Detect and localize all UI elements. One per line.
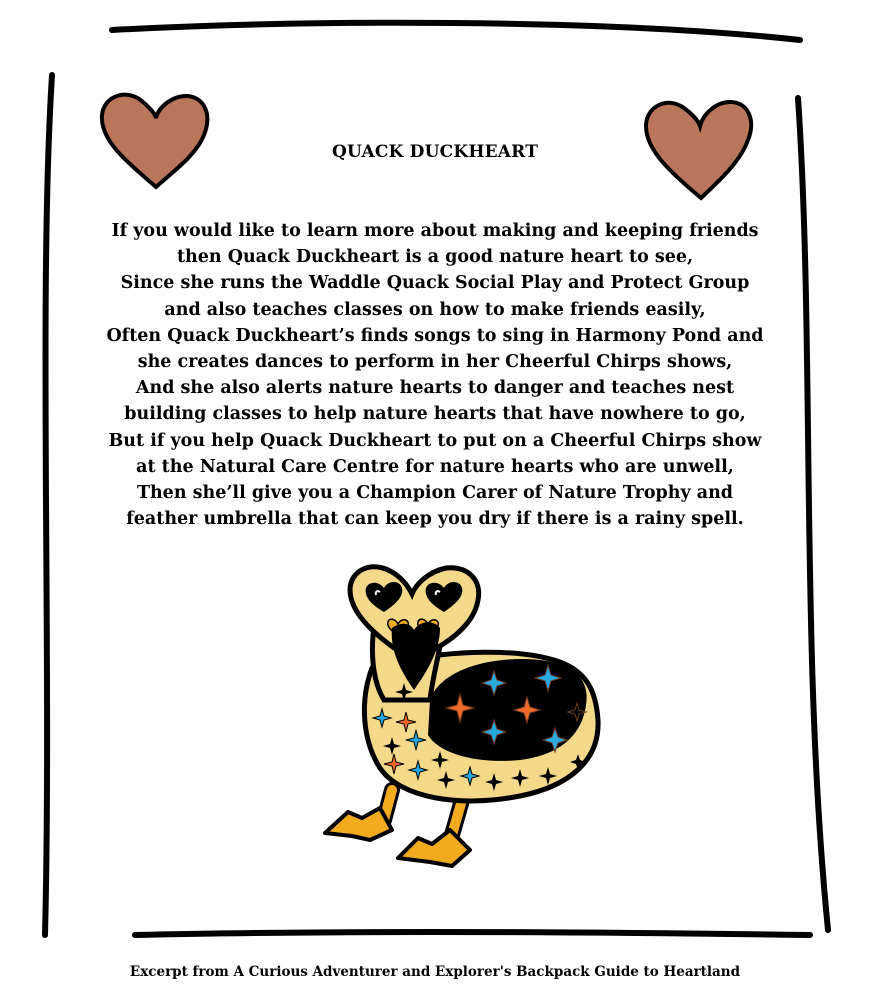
heart-left-icon (102, 95, 207, 187)
poem-line: And she also alerts nature hearts to danger and teaches nest (135, 378, 735, 399)
poem-line: she creates dances to perform in her Cheerful Chirps shows, (137, 351, 733, 372)
poem-line: and also teaches classes on how to make friends easily, (164, 299, 706, 320)
poem (0, 218, 870, 532)
duck-illustration (300, 540, 630, 880)
poem-line: then Quack Duckheart is a good nature heart to see, (176, 247, 694, 268)
poem-line: If you would like to learn more about making and keeping friends (111, 221, 759, 241)
poem-line: feather umbrella that can keep you dry if there is a rainy spell. (126, 509, 744, 530)
scroll-top-edge (112, 23, 800, 40)
poem-line: Since she runs the Waddle Quack Social Play and Protect Group (120, 273, 750, 294)
caption: Excerpt from A Curious Adventurer and Explorer's Backpack Guide to Heartland (129, 964, 741, 980)
page-title: QUACK DUCKHEART (331, 142, 539, 162)
poem-line: building classes to help nature hearts that have nowhere to go, (124, 404, 746, 425)
poem-line: Then she’ll give you a Champion Carer of Nature Trophy and (136, 482, 734, 503)
poem-line: at the Natural Care Centre for nature hearts who are unwell, (136, 456, 734, 477)
poem-line: But if you help Quack Duckheart to put on a Cheerful Chirps show (108, 430, 762, 451)
poem-line: Often Quack Duckheart’s finds songs to sing in Harmony Pond and (106, 325, 764, 346)
left-foot (325, 808, 392, 840)
scroll-bottom-edge (135, 932, 810, 935)
